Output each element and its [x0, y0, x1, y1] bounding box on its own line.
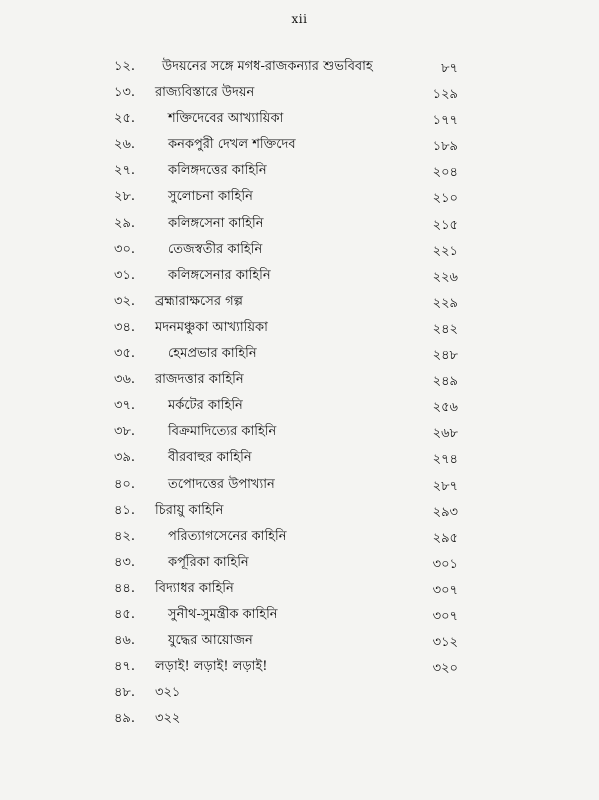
toc-entry: [0, 632, 599, 658]
toc-entry: [0, 84, 599, 110]
toc-entry: [0, 371, 599, 397]
toc-entry-title: তেজস্বতীর কাহিনি: [168, 241, 263, 257]
toc-entry: [0, 319, 599, 345]
toc-entry: [0, 58, 599, 84]
toc-entry-page: ৩২০: [432, 661, 458, 677]
toc-entry: [0, 684, 599, 710]
toc-entry-page: ২১০: [432, 191, 458, 207]
toc-entry: [0, 580, 599, 606]
toc-entry-page: ২৪৮: [432, 348, 458, 364]
toc-entry-number: ৩৭.: [114, 398, 136, 414]
toc-entry-number: ২৮.: [114, 189, 136, 205]
toc-entry-title: উদয়নের সঙ্গে মগধ-রাজকন্যার শুভবিবাহ: [162, 59, 373, 74]
toc-entry-page: ১২৯: [432, 87, 458, 103]
toc-entry-number: ৩০.: [114, 241, 136, 257]
toc-entry-page: ২২৯: [432, 295, 458, 311]
toc-entry-page: ৩১২: [432, 635, 458, 651]
toc-entry-number: ৩৮.: [114, 424, 136, 440]
toc-entry-number: ২৭.: [114, 163, 136, 179]
toc-entry-page: ৩০১: [432, 556, 458, 572]
toc-entry: [0, 188, 599, 214]
toc-entry-number: ৪৯.: [114, 711, 136, 727]
toc-entry: [0, 476, 599, 502]
toc-entry: [0, 293, 599, 319]
toc-entry-title: রাজ্যবিস্তারে উদয়ন: [155, 85, 255, 101]
toc-entry-page: ২৪২: [432, 321, 458, 337]
toc-entry: [0, 710, 599, 736]
toc-entry-title: তপোদত্তের উপাখ্যান: [168, 476, 275, 492]
toc-entry-title: কলিঙ্গসেনার কাহিনি: [168, 267, 271, 283]
toc-entry-number: ৩৬.: [114, 372, 136, 388]
table-of-contents: [0, 58, 599, 736]
toc-entry-number: ৪০.: [114, 476, 136, 492]
toc-entry-number: ৪৭.: [114, 659, 136, 675]
toc-entry-page: ৩০৭: [432, 582, 458, 598]
toc-entry-title: মদনমঞ্চুকা আখ্যায়িকা: [155, 319, 268, 335]
toc-entry-number: ৪৩.: [114, 554, 136, 570]
toc-entry: [0, 554, 599, 580]
toc-entry-number: ৪৪.: [114, 580, 136, 596]
toc-entry-number: ২৯.: [114, 215, 136, 231]
toc-entry: [0, 267, 599, 293]
toc-entry-title: পরিত্যাগসেনের কাহিনি: [168, 528, 287, 544]
toc-entry-number: ৪৮.: [114, 685, 136, 701]
toc-entry-page: ১৭৭: [432, 113, 458, 129]
toc-entry-page: ২৮৭: [432, 478, 458, 494]
toc-entry-page: ৩০৭: [432, 608, 458, 624]
toc-entry: [0, 502, 599, 528]
toc-entry-title: বীরবাহুর কাহিনি: [168, 450, 252, 466]
toc-entry-number: ১২.: [114, 59, 136, 74]
toc-entry-page: ২৫৬: [432, 400, 458, 416]
toc-entry-title: ব্রহ্মারাক্ষসের গল্প: [155, 293, 243, 309]
toc-entry-title: বিক্রমাদিত্যের কাহিনি: [168, 424, 277, 440]
toc-entry-number: ৪১.: [114, 502, 136, 518]
toc-entry-number: ৪৬.: [114, 633, 136, 649]
toc-entry: [0, 528, 599, 554]
toc-entry: [0, 110, 599, 136]
toc-entry-page: ১৮৯: [432, 139, 458, 155]
toc-entry-number: ৩৪.: [114, 319, 136, 335]
toc-entry-page: ২৬৮: [432, 426, 458, 442]
toc-entry-number: ৩২.: [114, 293, 136, 309]
toc-entry-title: কনকপুরী দেখল শক্তিদেব: [168, 137, 296, 153]
toc-entry-page: ২৪৯: [432, 374, 458, 390]
toc-entry-title: কর্পূরিকা কাহিনি: [168, 554, 249, 570]
toc-entry-number: ৩৯.: [114, 450, 136, 466]
toc-entry-title: চিরায়ু কাহিনি: [155, 502, 224, 518]
toc-entry-number: ৩১.: [114, 267, 136, 283]
toc-entry-title: ৩২২: [155, 711, 181, 727]
toc-entry-title: বিদ্যাধর কাহিনি: [155, 580, 234, 596]
toc-entry-page: ২৭৪: [432, 452, 458, 468]
toc-entry: [0, 136, 599, 162]
toc-entry-title: শক্তিদেবের আখ্যায়িকা: [168, 111, 284, 127]
toc-entry-page: ২২১: [432, 243, 458, 259]
toc-entry: [0, 423, 599, 449]
toc-entry: [0, 658, 599, 684]
toc-entry-page: ২০৪: [432, 165, 458, 181]
toc-entry-page: ২৯৩: [432, 504, 458, 520]
toc-entry-title: যুদ্ধের আয়োজন: [168, 633, 253, 649]
toc-entry-number: ৩৫.: [114, 346, 136, 362]
toc-entry: [0, 241, 599, 267]
toc-entry-page: ২১৫: [432, 217, 458, 233]
toc-entry-number: ১৩.: [114, 85, 136, 101]
toc-entry: [0, 449, 599, 475]
toc-entry-title: রাজদত্তার কাহিনি: [155, 372, 244, 388]
toc-entry: [0, 397, 599, 423]
toc-entry-number: ২৬.: [114, 137, 136, 153]
toc-entry-page: ৮৭: [441, 61, 458, 76]
toc-entry-title: কলিঙ্গসেনা কাহিনি: [168, 215, 264, 231]
toc-entry-title: লড়াই! লড়াই! লড়াই!: [155, 659, 268, 675]
toc-entry: [0, 345, 599, 371]
toc-entry-title: ৩২১: [155, 685, 181, 701]
toc-entry-number: ২৫.: [114, 111, 136, 127]
toc-entry-page: ২৯৫: [432, 530, 458, 546]
toc-entry: [0, 215, 599, 241]
toc-entry-number: ৪২.: [114, 528, 136, 544]
toc-entry: [0, 606, 599, 632]
toc-entry-number: ৪৫.: [114, 606, 136, 622]
toc-entry-title: কলিঙ্গদত্তের কাহিনি: [168, 163, 267, 179]
toc-entry-title: সুনীথ-সুমন্ত্রীক কাহিনি: [168, 606, 278, 622]
toc-entry: [0, 162, 599, 188]
toc-entry-title: মর্কটের কাহিনি: [168, 398, 243, 414]
toc-entry-title: হেমপ্রভার কাহিনি: [168, 346, 257, 362]
page-number: xii: [291, 12, 308, 26]
toc-entry-page: ২২৬: [432, 269, 458, 285]
toc-entry-title: সুলোচনা কাহিনি: [168, 189, 253, 205]
